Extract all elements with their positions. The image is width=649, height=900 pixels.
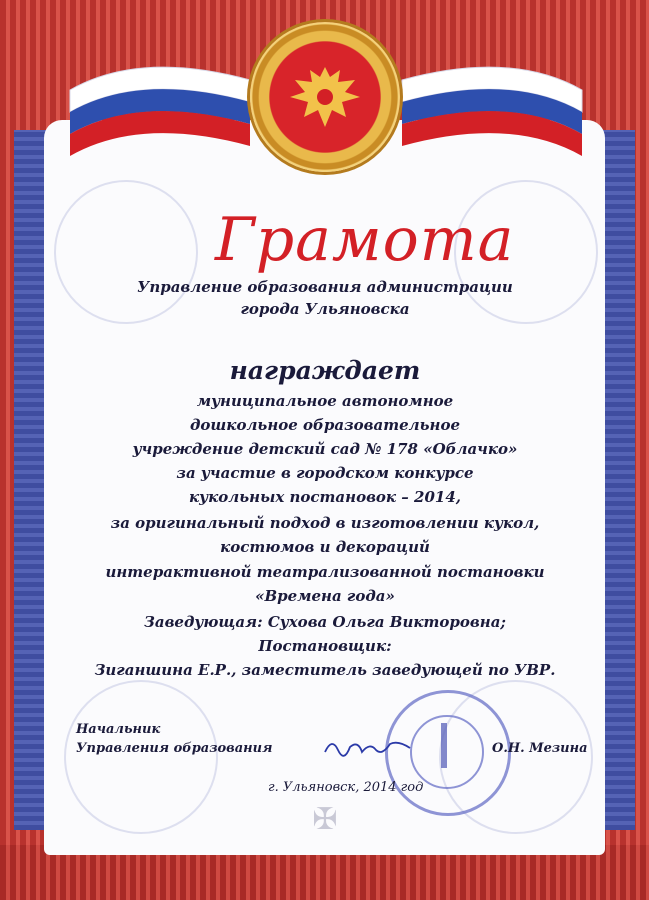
awards-verb: награждает: [229, 356, 421, 385]
stamp-inner-ring: [410, 715, 484, 789]
body-line: учреждение детский сад № 178 «Облачко»: [132, 440, 518, 458]
round-seal-icon: [441, 723, 447, 768]
issuer-line-2: города Ульяновска: [240, 300, 410, 318]
body-line: кукольных постановок – 2014,: [188, 488, 461, 506]
certificate-title: Грамота: [215, 205, 515, 275]
body-line: интерактивной театрализованной постановки: [105, 563, 545, 581]
body-line: за оригинальный подход в изготовлении кукол,: [110, 514, 540, 532]
body-line: «Времена года»: [255, 587, 395, 605]
coat-of-arms-medallion: [250, 22, 400, 172]
double-headed-eagle-icon: [250, 22, 400, 172]
left-flag: [60, 30, 260, 160]
watermark-eagle-icon: ✠: [312, 802, 338, 837]
body-line: костюмов и декораций: [220, 538, 430, 556]
ornament-swirl: [64, 680, 218, 834]
signatory-title-line-1: Начальник: [76, 722, 161, 737]
body-line: Постановщик:: [258, 637, 392, 655]
body-line: Зиганшина Е.Р., заместитель заведующей по УВР.: [94, 661, 556, 679]
signatory-name: О.Н. Мезина: [492, 741, 588, 756]
body-line: Заведующая: Сухова Ольга Викторовна;: [144, 613, 506, 631]
body-line: за участие в городском конкурсе: [176, 464, 474, 482]
right-flag: [392, 30, 592, 160]
handwritten-signature: [320, 732, 420, 762]
body-line: муниципальное автономное: [196, 392, 454, 410]
place-and-date: г. Ульяновск, 2014 год: [268, 780, 424, 795]
signatory-title-line-2: Управления образования: [76, 741, 273, 756]
body-line: дошкольное образовательное: [189, 416, 460, 434]
issuer-line-1: Управление образования администрации: [137, 278, 513, 296]
